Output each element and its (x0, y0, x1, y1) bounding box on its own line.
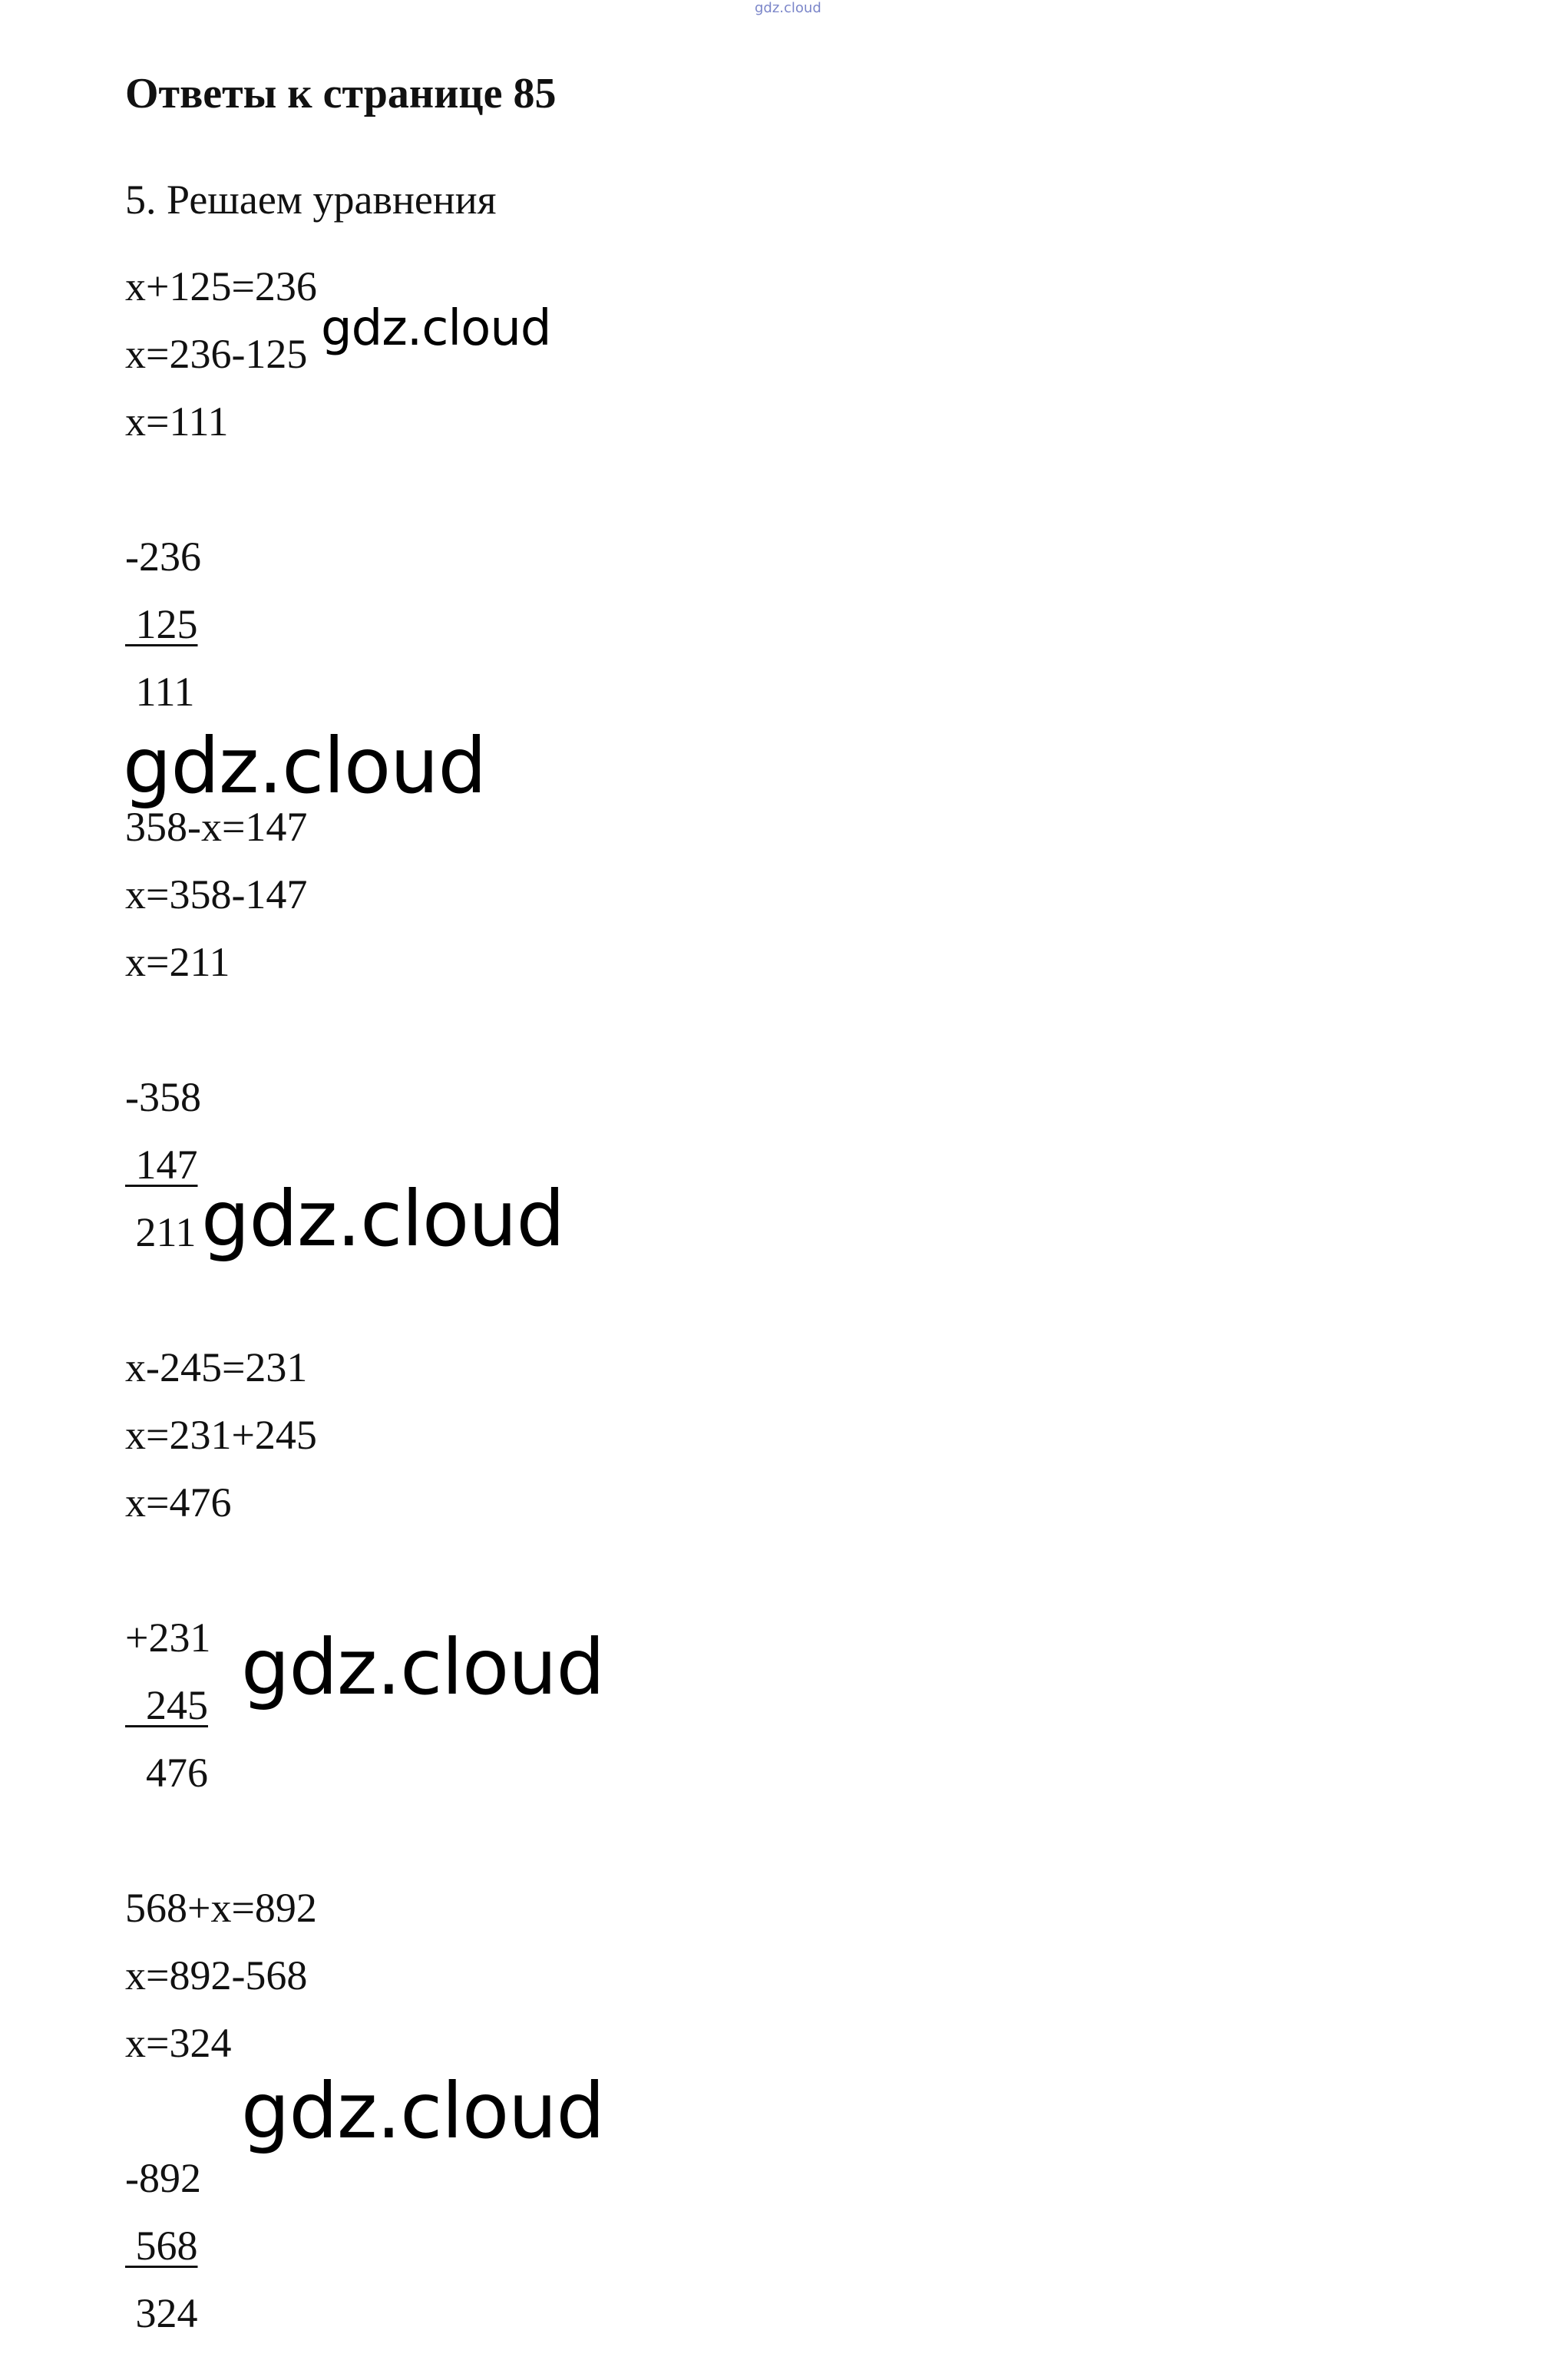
watermark-4: gdz.cloud (241, 1622, 605, 1712)
equation-3-column-addend-1: +231 (125, 1615, 211, 1661)
task-heading: 5. Решаем уравнения (125, 177, 497, 223)
equation-2-line-3: x=211 (125, 939, 230, 985)
equation-2-column-result: 211 (125, 1209, 197, 1255)
top-watermark: gdz.cloud (755, 0, 821, 16)
equation-2-column-subtrahend: 147 (125, 1142, 198, 1188)
equation-2-line-1: 358-x=147 (125, 804, 308, 850)
equation-4-line-3: x=324 (125, 2020, 232, 2066)
equation-4-line-1: 568+x=892 (125, 1885, 317, 1931)
equation-4-column-subtrahend: 568 (125, 2223, 198, 2269)
equation-3-line-2: x=231+245 (125, 1412, 317, 1458)
watermark-1: gdz.cloud (321, 300, 551, 357)
equation-1-column-result: 111 (125, 669, 195, 715)
equation-1-line-1: x+125=236 (125, 263, 317, 309)
equation-3-column-result: 476 (125, 1750, 208, 1796)
watermark-5: gdz.cloud (241, 2066, 605, 2156)
equation-4-line-2: x=892-568 (125, 1952, 308, 1998)
equation-2-line-2: x=358-147 (125, 871, 308, 917)
page-title: Ответы к странице 85 (125, 70, 557, 117)
equation-4-column-minuend: -892 (125, 2155, 201, 2201)
watermark-3: gdz.cloud (201, 1174, 565, 1264)
equation-1-line-2: x=236-125 (125, 331, 308, 377)
equation-1-column-minuend: -236 (125, 534, 201, 580)
equation-3-line-3: x=476 (125, 1479, 232, 1526)
equation-4-column-result: 324 (125, 2290, 198, 2336)
equation-2-column-minuend: -358 (125, 1074, 201, 1120)
equation-3-column-addend-2: 245 (125, 1682, 208, 1728)
watermark-2: gdz.cloud (123, 721, 487, 811)
equation-3-line-1: x-245=231 (125, 1344, 308, 1390)
equation-1-line-3: x=111 (125, 398, 229, 445)
equation-1-column-subtrahend: 125 (125, 601, 198, 647)
